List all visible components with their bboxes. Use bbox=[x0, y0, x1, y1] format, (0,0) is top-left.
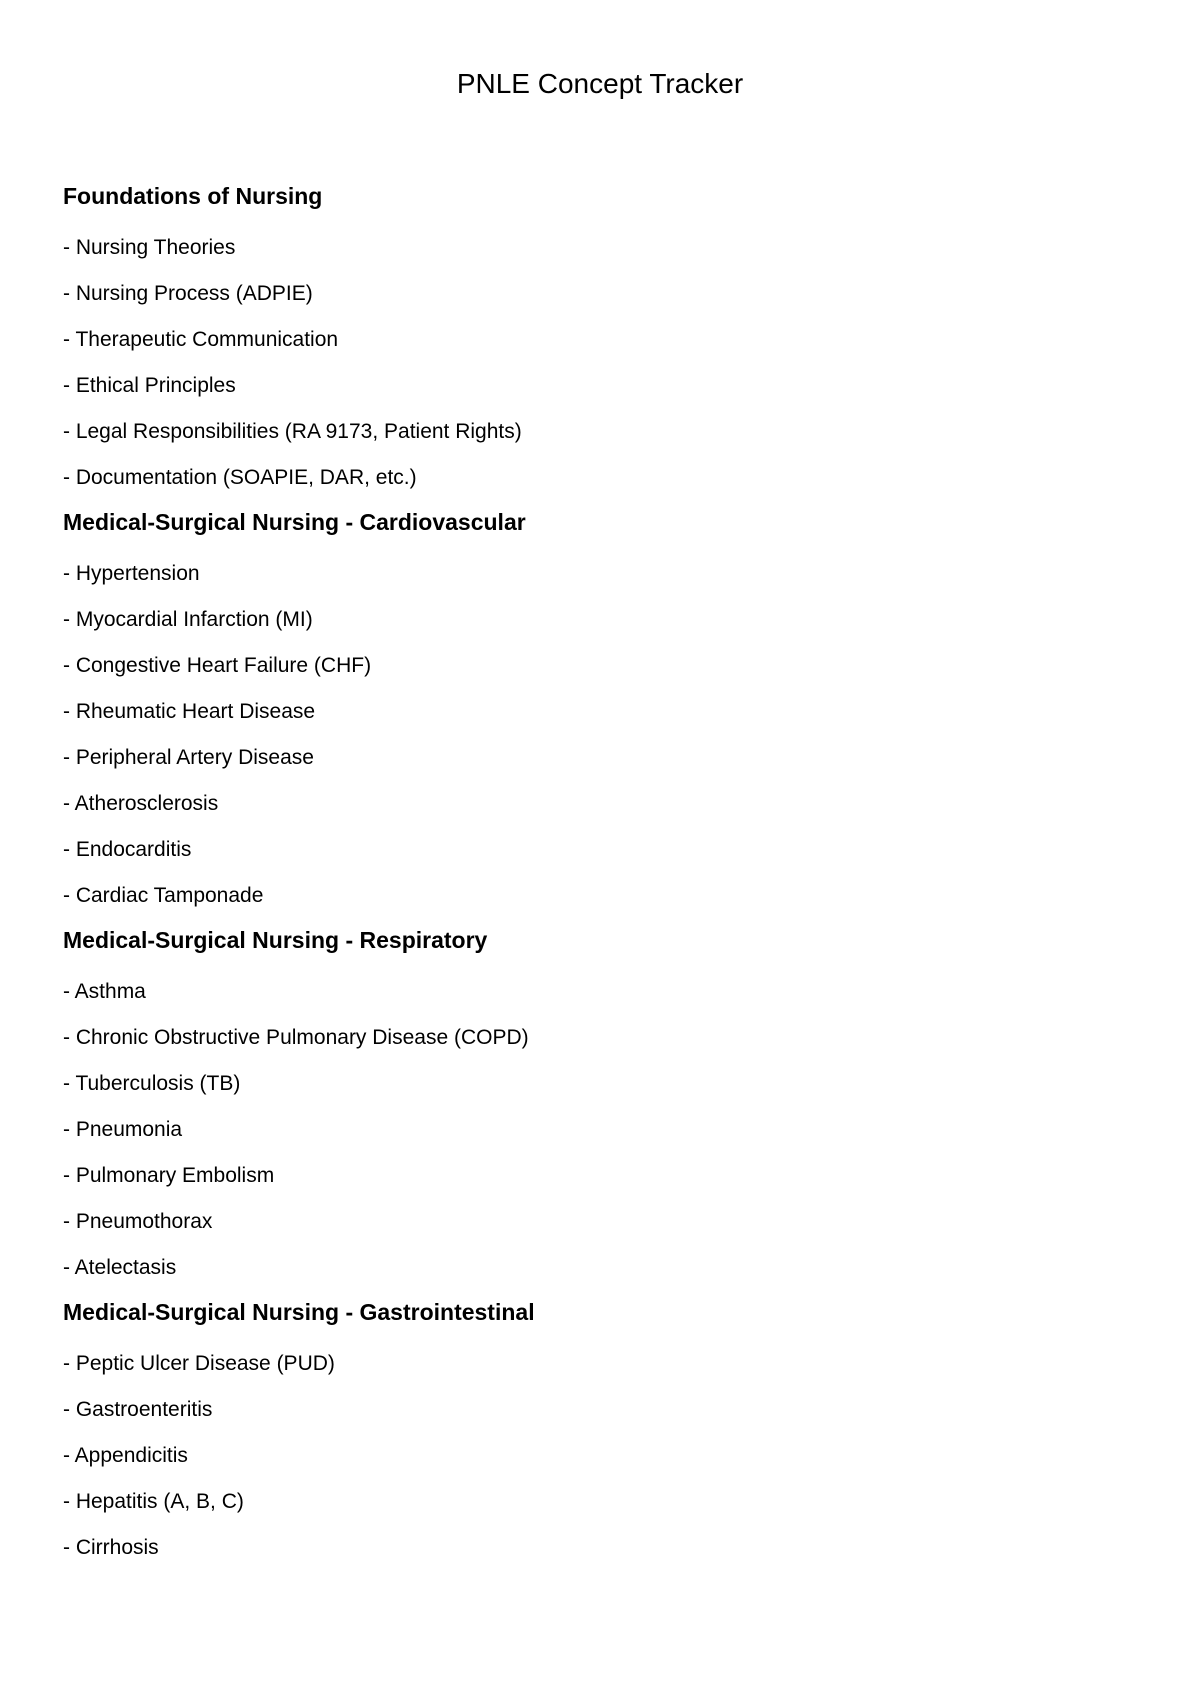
list-item: - Nursing Theories bbox=[63, 236, 236, 259]
section-heading: Foundations of Nursing bbox=[63, 183, 323, 209]
section-heading: Medical-Surgical Nursing - Respiratory bbox=[63, 927, 488, 953]
list-item: - Congestive Heart Failure (CHF) bbox=[63, 654, 372, 677]
list-item: - Pneumonia bbox=[63, 1118, 183, 1141]
list-item: - Atelectasis bbox=[63, 1256, 177, 1279]
section-items bbox=[63, 974, 1143, 1296]
list-item: - Legal Responsibilities (RA 9173, Patient Rights) bbox=[63, 420, 522, 443]
section-items bbox=[63, 556, 1143, 924]
section-heading: Medical-Surgical Nursing - Gastrointestinal bbox=[63, 1299, 535, 1325]
list-item: - Cirrhosis bbox=[63, 1536, 159, 1559]
list-item: - Hepatitis (A, B, C) bbox=[63, 1490, 244, 1513]
list-item: - Asthma bbox=[63, 980, 146, 1003]
list-item: - Tuberculosis (TB) bbox=[63, 1072, 241, 1095]
list-item: - Documentation (SOAPIE, DAR, etc.) bbox=[63, 466, 417, 489]
list-item: - Chronic Obstructive Pulmonary Disease (COPD) bbox=[63, 1026, 529, 1049]
list-item: - Rheumatic Heart Disease bbox=[63, 700, 316, 723]
list-item: - Endocarditis bbox=[63, 838, 192, 861]
section-respiratory bbox=[63, 924, 1143, 1296]
section-items bbox=[63, 230, 1143, 506]
section-gastrointestinal bbox=[63, 1296, 1143, 1576]
list-item: - Myocardial Infarction (MI) bbox=[63, 608, 313, 631]
list-item: - Nursing Process (ADPIE) bbox=[63, 282, 313, 305]
list-item: - Pneumothorax bbox=[63, 1210, 213, 1233]
section-foundations bbox=[63, 180, 1143, 506]
section-items bbox=[63, 1346, 1143, 1576]
concept-list bbox=[63, 180, 1143, 1576]
list-item: - Hypertension bbox=[63, 562, 200, 585]
list-item: - Gastroenteritis bbox=[63, 1398, 213, 1421]
list-item: - Pulmonary Embolism bbox=[63, 1164, 275, 1187]
page-title: PNLE Concept Tracker bbox=[456, 68, 744, 99]
list-item: - Atherosclerosis bbox=[63, 792, 219, 815]
list-item: - Peptic Ulcer Disease (PUD) bbox=[63, 1352, 335, 1375]
section-heading: Medical-Surgical Nursing - Cardiovascular bbox=[63, 509, 526, 535]
list-item: - Peripheral Artery Disease bbox=[63, 746, 314, 769]
list-item: - Ethical Principles bbox=[63, 374, 236, 397]
list-item: - Cardiac Tamponade bbox=[63, 884, 264, 907]
section-cardiovascular bbox=[63, 506, 1143, 924]
list-item: - Appendicitis bbox=[63, 1444, 188, 1467]
list-item: - Therapeutic Communication bbox=[63, 328, 339, 351]
